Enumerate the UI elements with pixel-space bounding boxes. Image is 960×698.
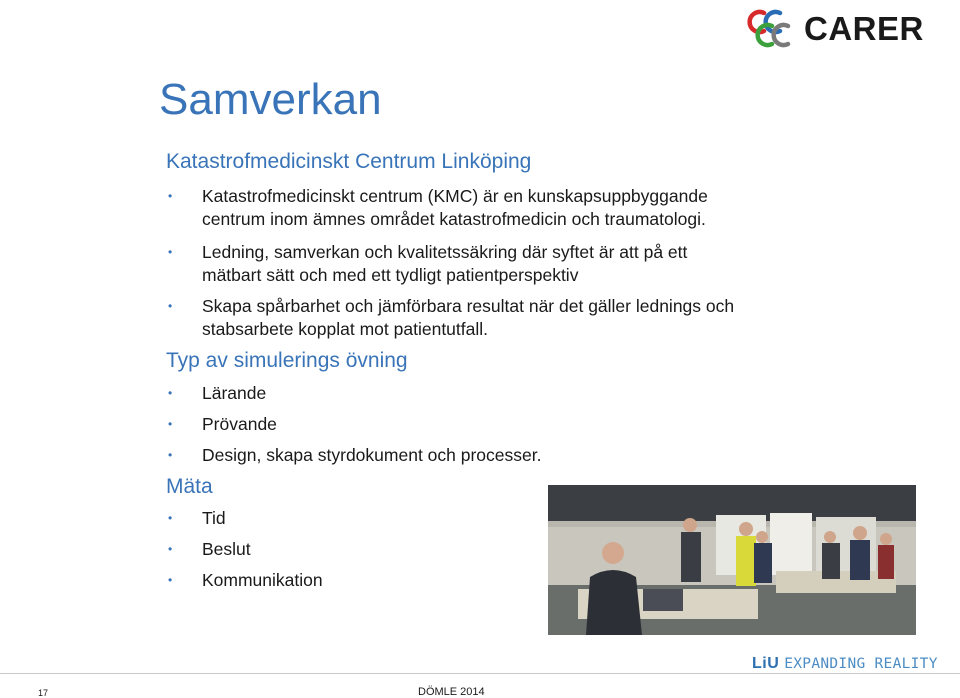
bullet-text: Kommunikation xyxy=(202,569,323,590)
list-item xyxy=(166,444,806,467)
bullet-text: Tid xyxy=(202,507,226,528)
list-item xyxy=(166,185,806,231)
bullet-icon: • xyxy=(168,541,173,556)
section-heading-simulation: Typ av simulerings övning xyxy=(166,349,408,373)
bullet-text-line1: Katastrofmedicinskt centrum (KMC) är en kunskapsuppbyggande xyxy=(202,186,708,207)
carer-logo-text: CARER xyxy=(804,10,924,47)
bullet-icon: • xyxy=(168,385,173,400)
bullet-icon: • xyxy=(168,299,173,314)
bullet-text: Beslut xyxy=(202,538,251,559)
list-item xyxy=(166,241,806,287)
bullet-text-line2: mätbart sätt och med ett tydligt patientperspektiv xyxy=(202,265,579,286)
bullet-icon: • xyxy=(168,572,173,587)
liu-logo-mark: LiU xyxy=(752,655,780,672)
bullet-text-line2: centrum inom ämnes området katastrofmedicin och traumatologi. xyxy=(202,209,706,230)
bullet-icon: • xyxy=(168,245,173,260)
list-item xyxy=(166,382,806,405)
bullet-icon: • xyxy=(168,416,173,431)
bullet-icon: • xyxy=(168,447,173,462)
page-number: 17 xyxy=(38,688,49,698)
bullet-text-line2: stabsarbete kopplat mot patientutfall. xyxy=(202,319,489,340)
carer-logo xyxy=(742,4,947,52)
liu-logo xyxy=(752,655,938,673)
footer-author: DÖMLE 2014 xyxy=(418,686,485,698)
bullet-text-line1: Ledning, samverkan och kvalitetssäkring där syftet är att på ett xyxy=(202,242,688,263)
list-item xyxy=(166,295,806,341)
simulation-exercise-photo xyxy=(548,485,916,635)
section-heading-measure: Mäta xyxy=(166,474,213,498)
liu-logo-slogan: EXPANDING REALITY xyxy=(784,656,938,672)
section-heading-kmc: Katastrofmedicinskt Centrum Linköping xyxy=(166,150,532,173)
bullet-text-line1: Skapa spårbarhet och jämförbara resultat när det gäller lednings och xyxy=(202,296,735,317)
carer-logo-rings-icon xyxy=(742,4,804,52)
list-item xyxy=(166,413,806,436)
bullet-text: Design, skapa styrdokument och processer. xyxy=(202,444,542,465)
bullet-text: Prövande xyxy=(202,413,277,434)
bullet-text: Lärande xyxy=(202,382,267,403)
bullet-icon: • xyxy=(168,189,173,204)
footer-divider xyxy=(0,673,960,674)
page-title: Samverkan xyxy=(159,75,382,124)
bullet-icon: • xyxy=(168,510,173,525)
